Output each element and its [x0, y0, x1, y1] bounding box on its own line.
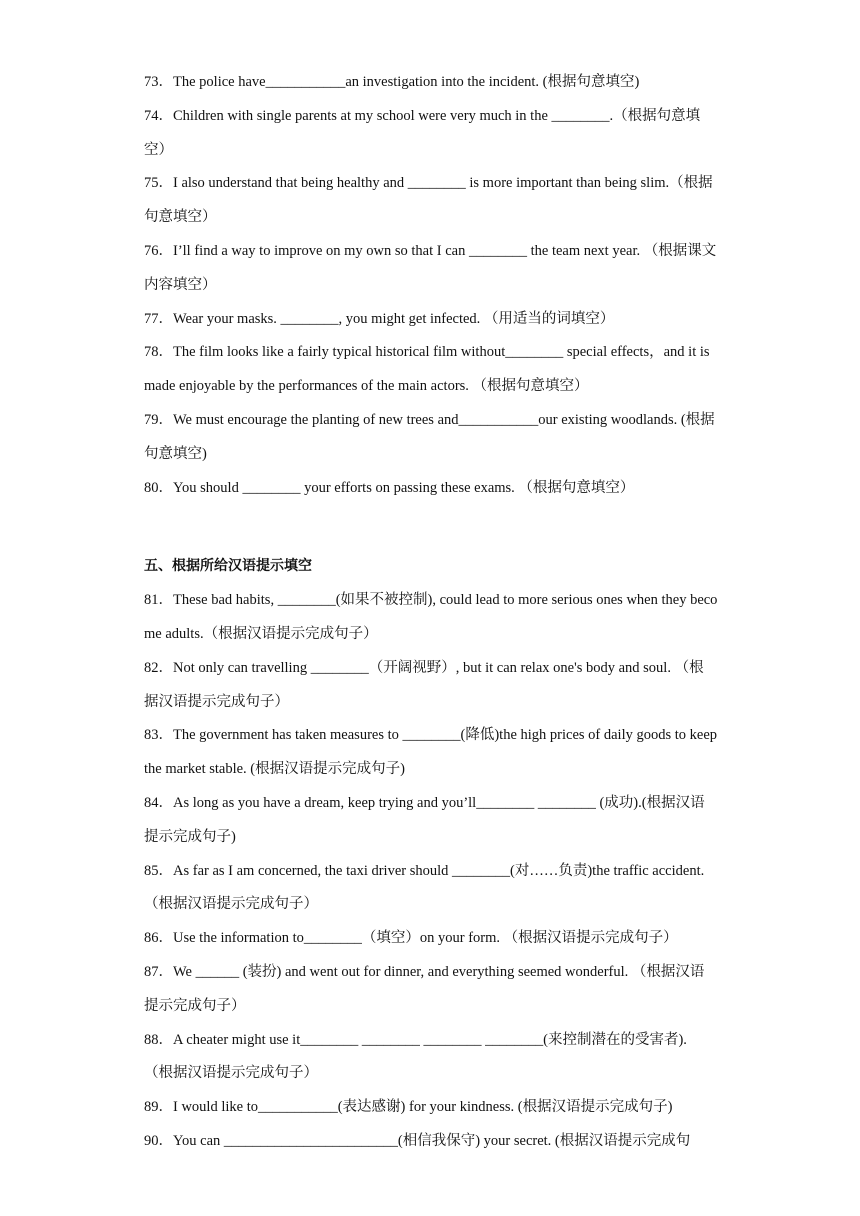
question-81: 81．These bad habits, ________(如果不被控制), could lead to more serious ones when they become adults.（根据汉语提示完成句子）	[144, 592, 718, 642]
question-80: 80．You should ________ your efforts on passing these exams. （根据句意填空）	[144, 479, 635, 496]
question-88: 88．A cheater might use it________ ________ ________ ________(来控制潜在的受害者). （根据汉语提示完成句子）	[144, 1031, 687, 1082]
question-79: 79．We must encourage the planting of new trees and___________our existing woodlands. (根据句意填空)	[144, 411, 715, 462]
question-85: 85．As far as I am concerned, the taxi driver should ________(对……负责)the traffic accident. （根据汉语提示完成句子）	[144, 862, 705, 913]
question-83: 83．The government has taken measures to ________(降低)the high prices of daily goods to keep the market stable. (根据汉语提示完成句子)	[144, 727, 718, 778]
question-73: 73．The police have___________an investigation into the incident. (根据句意填空)	[144, 74, 640, 90]
question-86: 86．Use the information to________（填空）on your form. （根据汉语提示完成句子）	[144, 930, 678, 947]
question-77: 77．Wear your masks. ________, you might get infected. （用适当的词填空）	[144, 310, 615, 327]
section-title: 五、根据所给汉语提示填空	[144, 558, 312, 575]
question-74: 74．Children with single parents at my school were very much in the ________.（根据句意填空）	[144, 107, 701, 158]
question-75: 75．I also understand that being healthy and ________ is more important than being slim.（根据句意填空）	[144, 175, 713, 226]
worksheet-page	[144, 66, 718, 1159]
section-spacer	[144, 505, 718, 550]
question-76: 76．I’ll find a way to improve on my own so that I can ________ the team next year. （根据课文内容填空）	[144, 242, 717, 293]
question-89: 89．I would like to___________(表达感谢) for your kindness. (根据汉语提示完成句子)	[144, 1099, 673, 1116]
question-82: 82．Not only can travelling ________（开阔视野）, but it can relax one's body and soul. （根据汉语提示完成句子）	[144, 659, 704, 710]
question-84: 84．As long as you have a dream, keep trying and you’ll________ ________ (成功).(根据汉语提示完成句子)	[144, 794, 705, 845]
question-87: 87．We ______ (装扮) and went out for dinner, and everything seemed wonderful. （根据汉语提示完成句子）	[144, 963, 705, 1014]
question-90: 90．You can ________________________(相信我保守) your secret. (根据汉语提示完成句	[144, 1132, 691, 1149]
question-78: 78．The film looks like a fairly typical historical film without________ special effects，and it is made enjoyable by the performances of the main actors. （根据句意填空）	[144, 344, 710, 395]
